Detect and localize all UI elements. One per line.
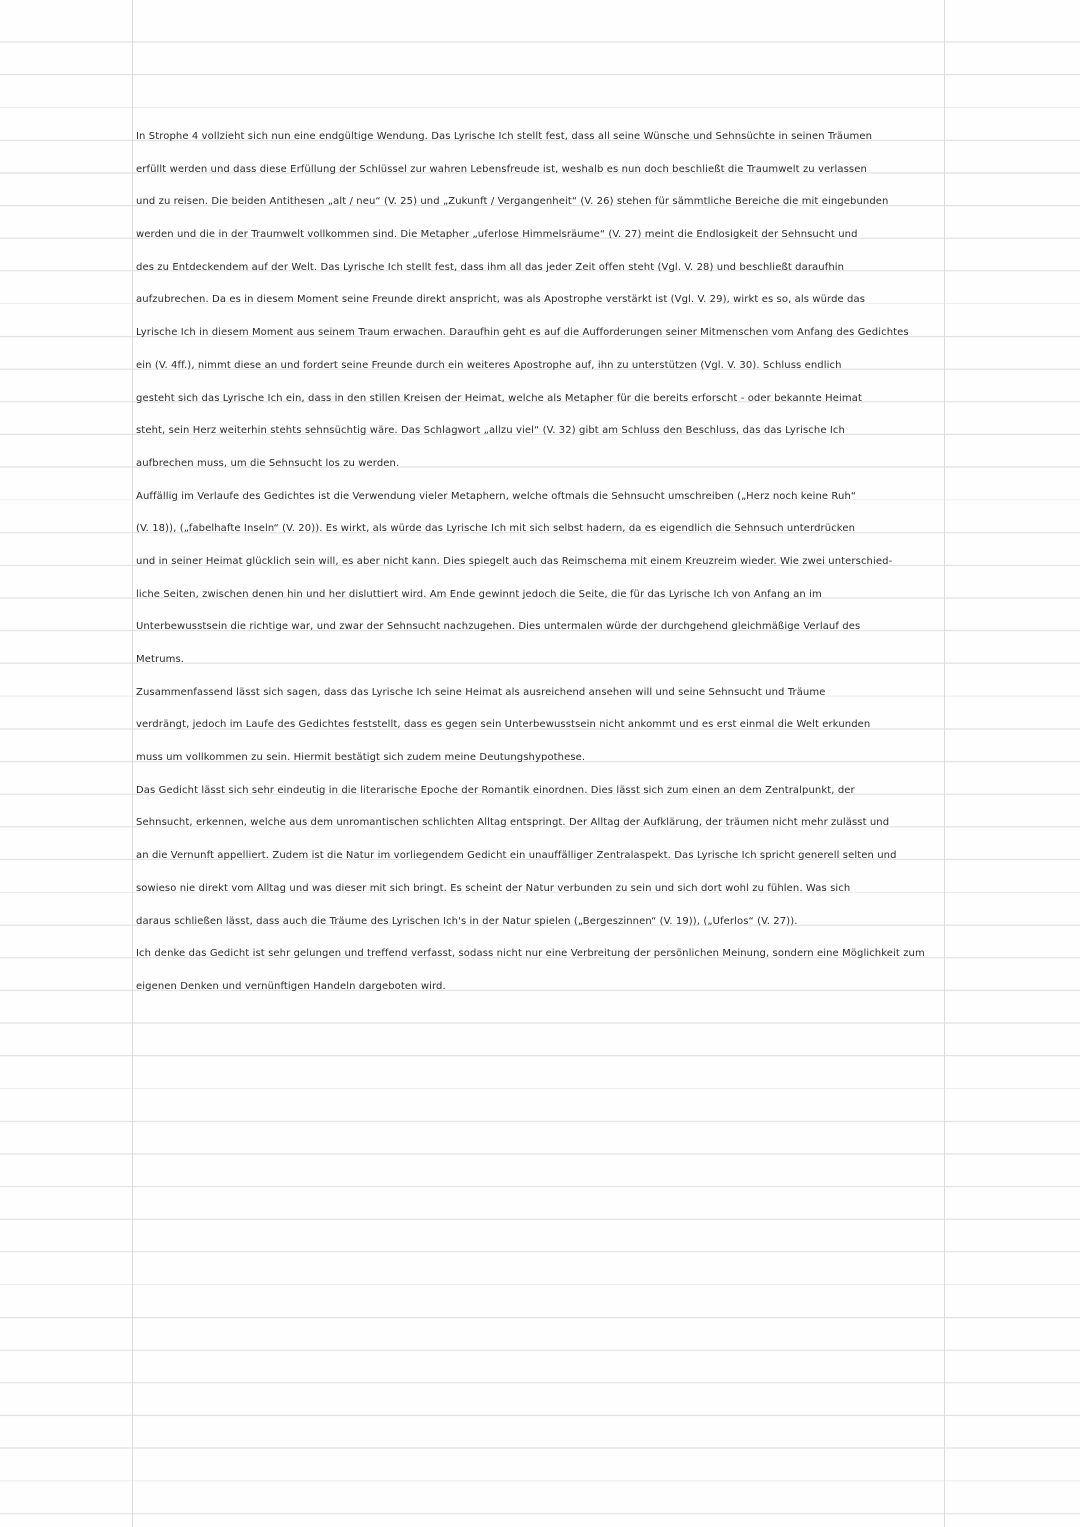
text-line: Zusammenfassend lässt sich sagen, dass das Lyrische Ich seine Heimat als ausreichend ansehen will und seine Sehnsucht und Träume	[136, 686, 826, 698]
text-line: des zu Entdeckendem auf der Welt. Das Lyrische Ich stellt fest, dass ihm all das jeder Zeit offen steht (Vgl. V. 28) und beschließt daraufhin	[136, 261, 845, 273]
text-line: Lyrische Ich in diesem Moment aus seinem Traum erwachen. Daraufhin geht es auf die Aufforderungen seiner Mitmenschen vom Anfang des Gedichtes	[136, 327, 909, 339]
text-line: steht, sein Herz weiterhin stehts sehnsüchtig wäre. Das Schlagwort „allzu viel“ (V. 32) gibt am Schluss den Beschluss, das das Lyrische Ich	[136, 425, 845, 437]
text-line: Auffällig im Verlaufe des Gedichtes ist die Verwendung vieler Metaphern, welche oftmals die Sehnsucht umschreiben („Herz noch keine Ruh“	[136, 490, 857, 502]
text-line: Das Gedicht lässt sich sehr eindeutig in die literarische Epoche der Romantik einordnen. Dies lässt sich zum einen an dem Zentralpunkt, der	[136, 784, 855, 796]
text-line: an die Vernunft appelliert. Zudem ist die Natur im vorliegendem Gedicht ein unauffälliger Zentralaspekt. Das Lyrische Ich spricht generell selten und	[136, 850, 897, 862]
text-line: Unterbewusstsein die richtige war, und zwar der Sehnsucht nachzugehen. Dies untermalen würde der durchgehend gleichmäßige Verlauf des	[136, 621, 861, 633]
text-line: gesteht sich das Lyrische Ich ein, dass in den stillen Kreisen der Heimat, welche als Metapher für die bereits erforscht - oder bekannte Heimat	[136, 392, 863, 404]
text-line: erfüllt werden und dass diese Erfüllung der Schlüssel zur wahren Lebensfreude ist, weshalb es nun doch beschließt die Traumwelt zu verlassen	[136, 163, 867, 175]
text-line: und in seiner Heimat glücklich sein will, es aber nicht kann. Dies spiegelt auch das Reimschema mit einem Kreuzreim wieder. Wie zwei unterschied-	[136, 555, 893, 567]
handwritten-text-block	[136, 125, 944, 1008]
text-line: In Strophe 4 vollzieht sich nun eine endgültige Wendung. Das Lyrische Ich stellt fest, dass all seine Wünsche und Sehnsüchte in seinen Träumen	[136, 131, 873, 142]
text-line: Sehnsucht, erkennen, welche aus dem unromantischen schlichten Alltag entspringt. Der Alltag der Aufklärung, der träumen nicht mehr zulässt und	[136, 817, 890, 829]
text-line: eigenen Denken und vernünftigen Handeln dargeboten wird.	[136, 980, 446, 992]
text-line: daraus schließen lässt, dass auch die Träume des Lyrischen Ich's in der Natur spielen („Bergeszinnen“ (V. 19)), („Uferlos“ (V. 27)).	[136, 915, 798, 927]
text-line: muss um vollkommen zu sein. Hiermit bestätigt sich zudem meine Deutungshypothese.	[136, 752, 586, 764]
right-margin-line	[944, 0, 945, 1527]
text-line: (V. 18)), („fabelhafte Inseln“ (V. 20)). Es wirkt, als würde das Lyrische Ich mit sich selbst hadern, da es eigendlich die Sehnsuch unterdrücken	[136, 523, 856, 535]
text-line: aufbrechen muss, um die Sehnsucht los zu werden.	[136, 457, 400, 469]
text-line: liche Seiten, zwischen denen hin und her disluttiert wird. Am Ende gewinnt jedoch die Seite, die für das Lyrische Ich von Anfang an im	[136, 588, 822, 600]
text-line: ein (V. 4ff.), nimmt diese an und fordert seine Freunde durch ein weiteres Apostrophe auf, ihn zu unterstützen (Vgl. V. 30). Schluss endlich	[136, 359, 842, 371]
text-line: aufzubrechen. Da es in diesem Moment seine Freunde direkt anspricht, was als Apostrophe verstärkt ist (Vgl. V. 29), wirkt es so, als würde das	[136, 294, 866, 306]
text-line: Ich denke das Gedicht ist sehr gelungen und treffend verfasst, sodass nicht nur eine Verbreitung der persönlichen Meinung, sondern eine Möglichkeit zum	[136, 948, 925, 960]
text-line: sowieso nie direkt vom Alltag und was dieser mit sich bringt. Es scheint der Natur verbunden zu sein und sich dort wohl zu fühlen. Was sich	[136, 882, 851, 894]
left-margin-line	[132, 0, 133, 1527]
text-line: Metrums.	[136, 654, 185, 665]
text-line: verdrängt, jedoch im Laufe des Gedichtes feststellt, dass es gegen sein Unterbewusstsein nicht ankommt und es erst einmal die Welt erkunden	[136, 719, 871, 731]
text-line: und zu reisen. Die beiden Antithesen „alt / neu“ (V. 25) und „Zukunft / Vergangenheit“ (V. 26) stehen für sämmtliche Bereiche die mit eingebunden	[136, 196, 889, 208]
text-line: werden und die in der Traumwelt vollkommen sind. Die Metapher „uferlose Himmelsräume“ (V. 27) meint die Endlosigkeit der Sehnsucht und	[136, 229, 858, 241]
